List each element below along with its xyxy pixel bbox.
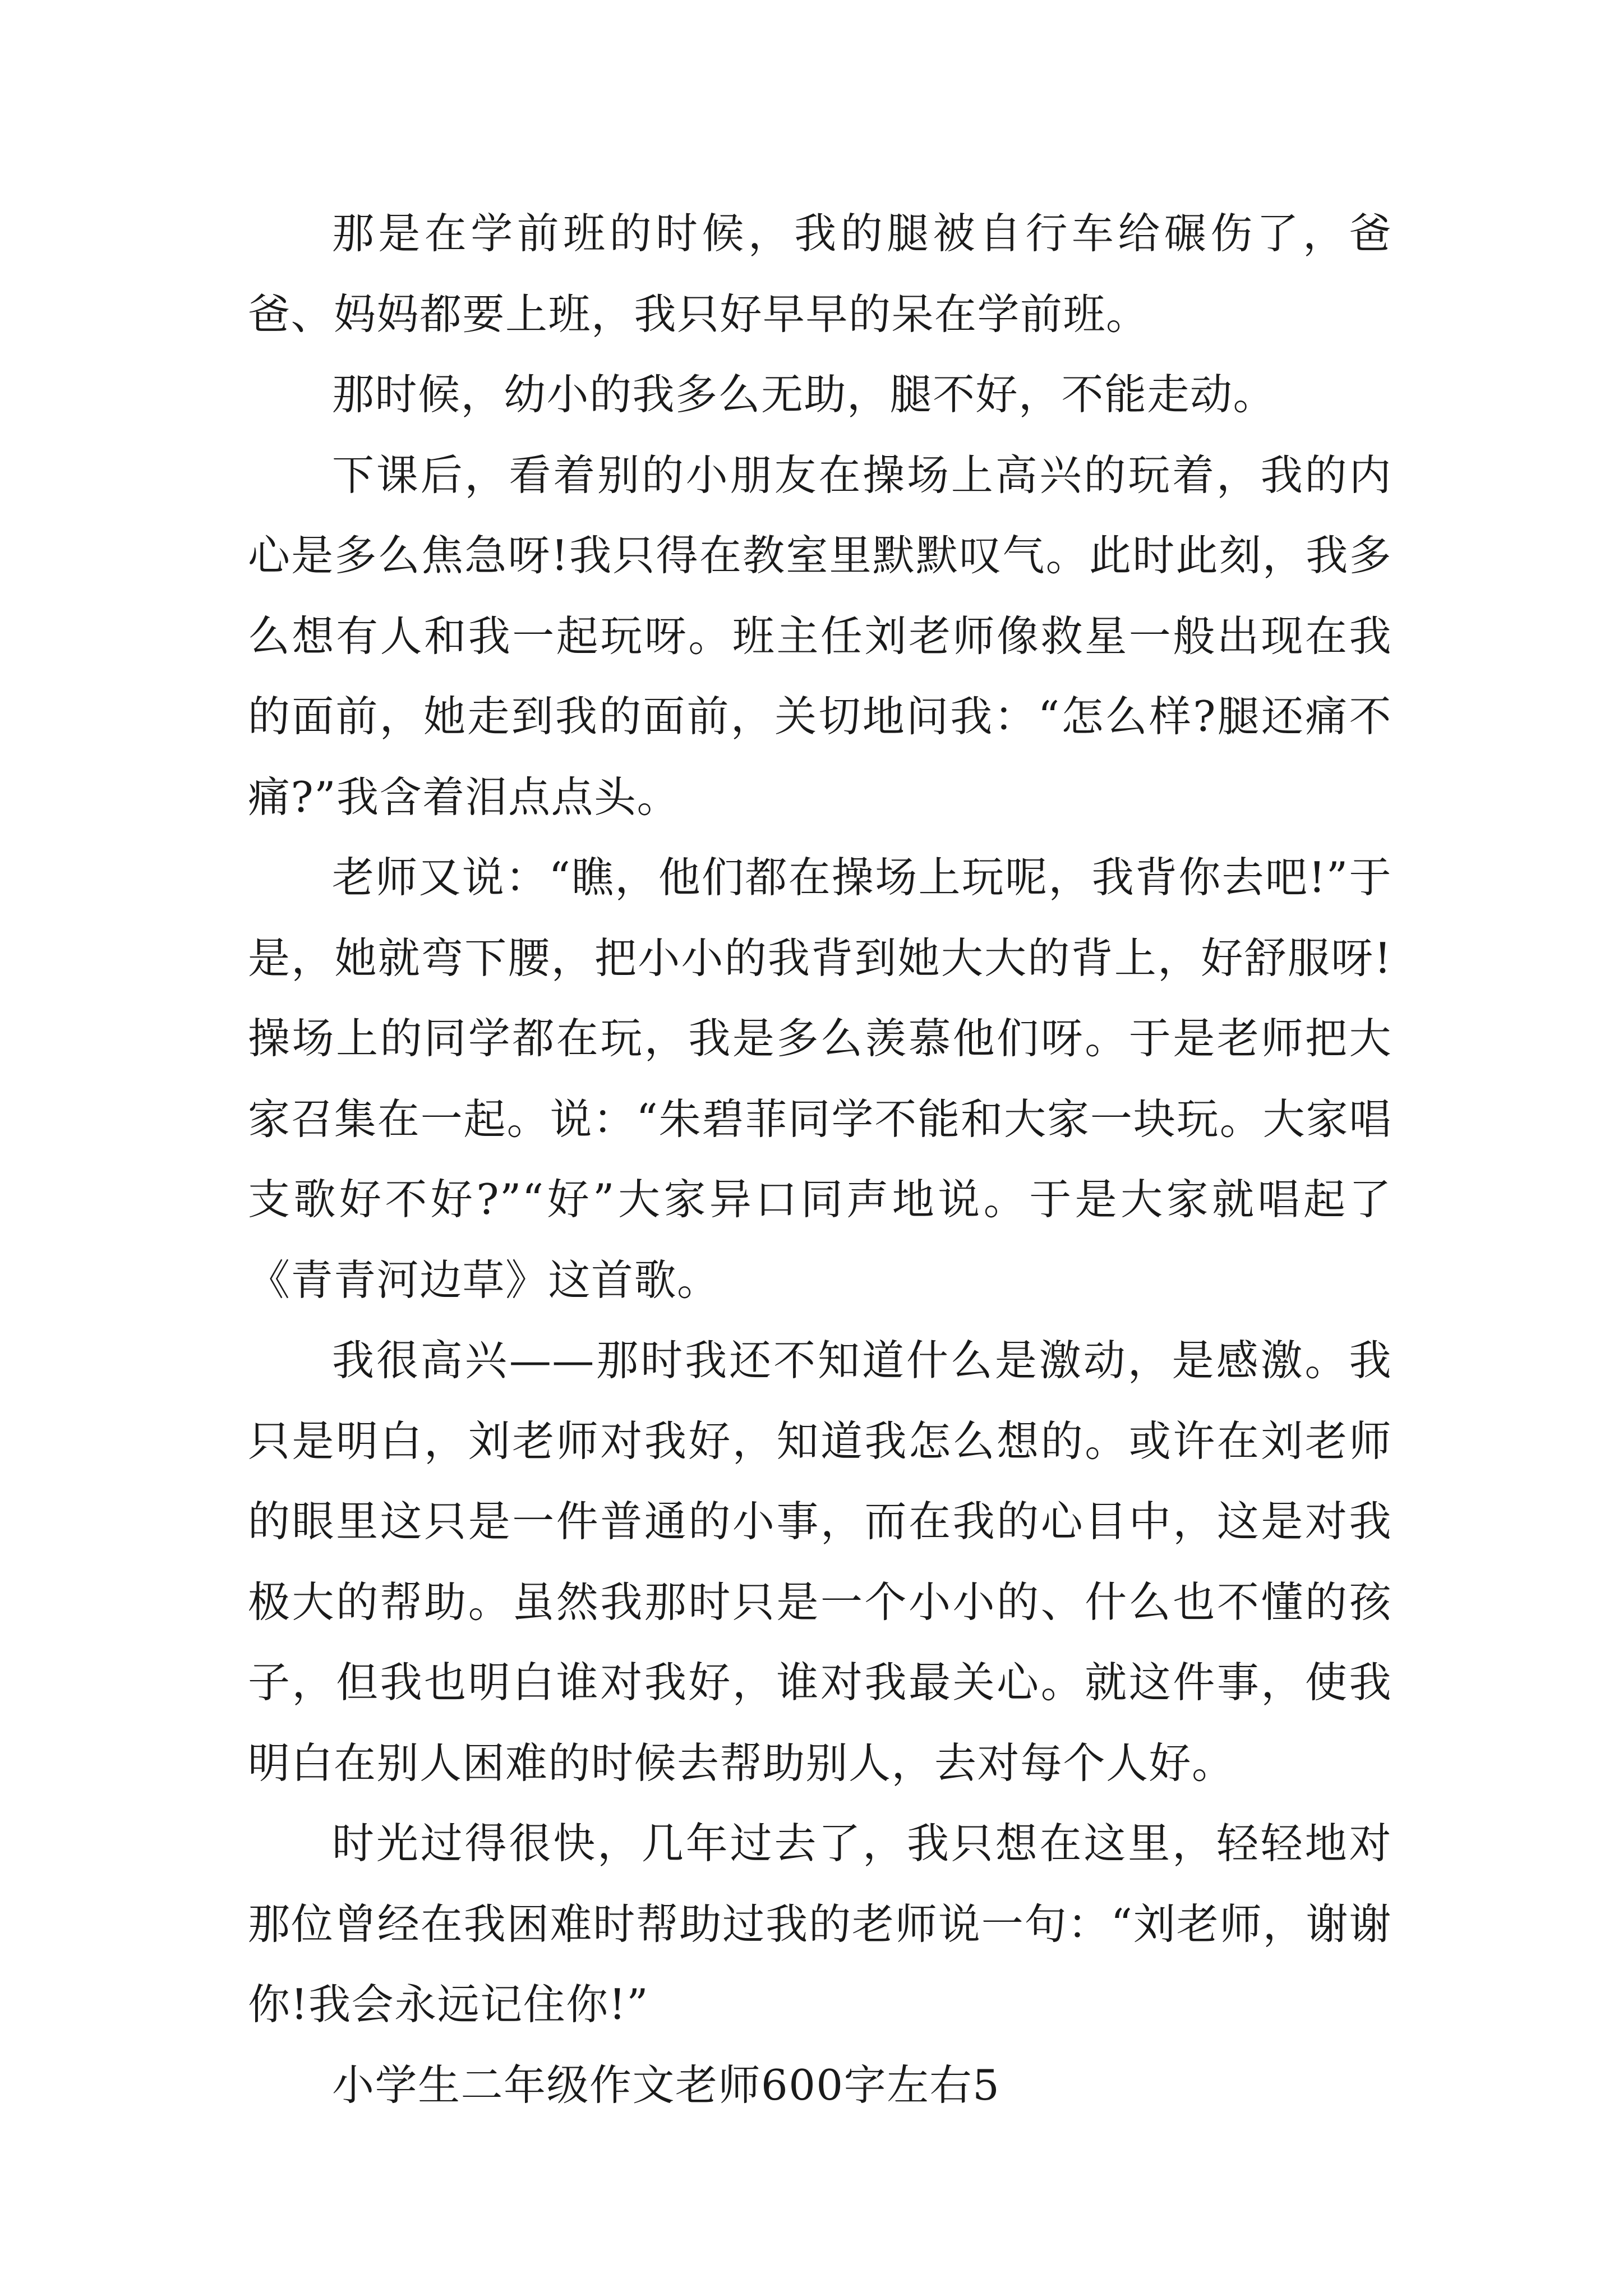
- paragraph-5: 我很高兴——那时我还不知道什么是激动，是感激。我只是明白，刘老师对我好，知道我怎么想的。或许在刘老师的眼里这只是一件普通的小事，而在我的心目中，这是对我极大的帮助。虽然我那时只是一个小小的、什么也不懂的孩子，但我也明白谁对我好，谁对我最关心。就这件事，使我明白在别人困难的时候去帮助别人，去对每个人好。: [248, 1336, 1392, 1788]
- paragraph-3: 下课后，看着别的小朋友在操场上高兴的玩着，我的内心是多么焦急呀!我只得在教室里默默叹气。此时此刻，我多么想有人和我一起玩呀。班主任刘老师像救星一般出现在我的面前，她走到我的面前，关切地问我：“怎么样?腿还痛不痛?”我含着泪点点头。: [248, 450, 1392, 822]
- paragraph-1: 那是在学前班的时候，我的腿被自行车给碾伤了，爸爸、妈妈都要上班，我只好早早的呆在学前班。: [248, 209, 1392, 339]
- paragraph-2: 那时候，幼小的我多么无助，腿不好，不能走动。: [332, 370, 1276, 419]
- essay-body: [248, 194, 1392, 2125]
- paragraph-4: 老师又说：“瞧，他们都在操场上玩呢，我背你去吧!”于是，她就弯下腰，把小小的我背到她大大的背上，好舒服呀!操场上的同学都在玩，我是多么羡慕他们呀。于是老师把大家召集在一起。说：“朱碧菲同学不能和大家一块玩。大家唱支歌好不好?”“好”大家异口同声地说。于是大家就唱起了《青青河边草》这首歌。: [248, 853, 1392, 1305]
- paragraph-6: 时光过得很快，几年过去了，我只想在这里，轻轻地对那位曾经在我困难时帮助过我的老师说一句：“刘老师，谢谢你!我会永远记住你!”: [248, 1819, 1392, 2029]
- next-essay-heading: 小学生二年级作文老师600字左右5: [332, 2060, 1000, 2110]
